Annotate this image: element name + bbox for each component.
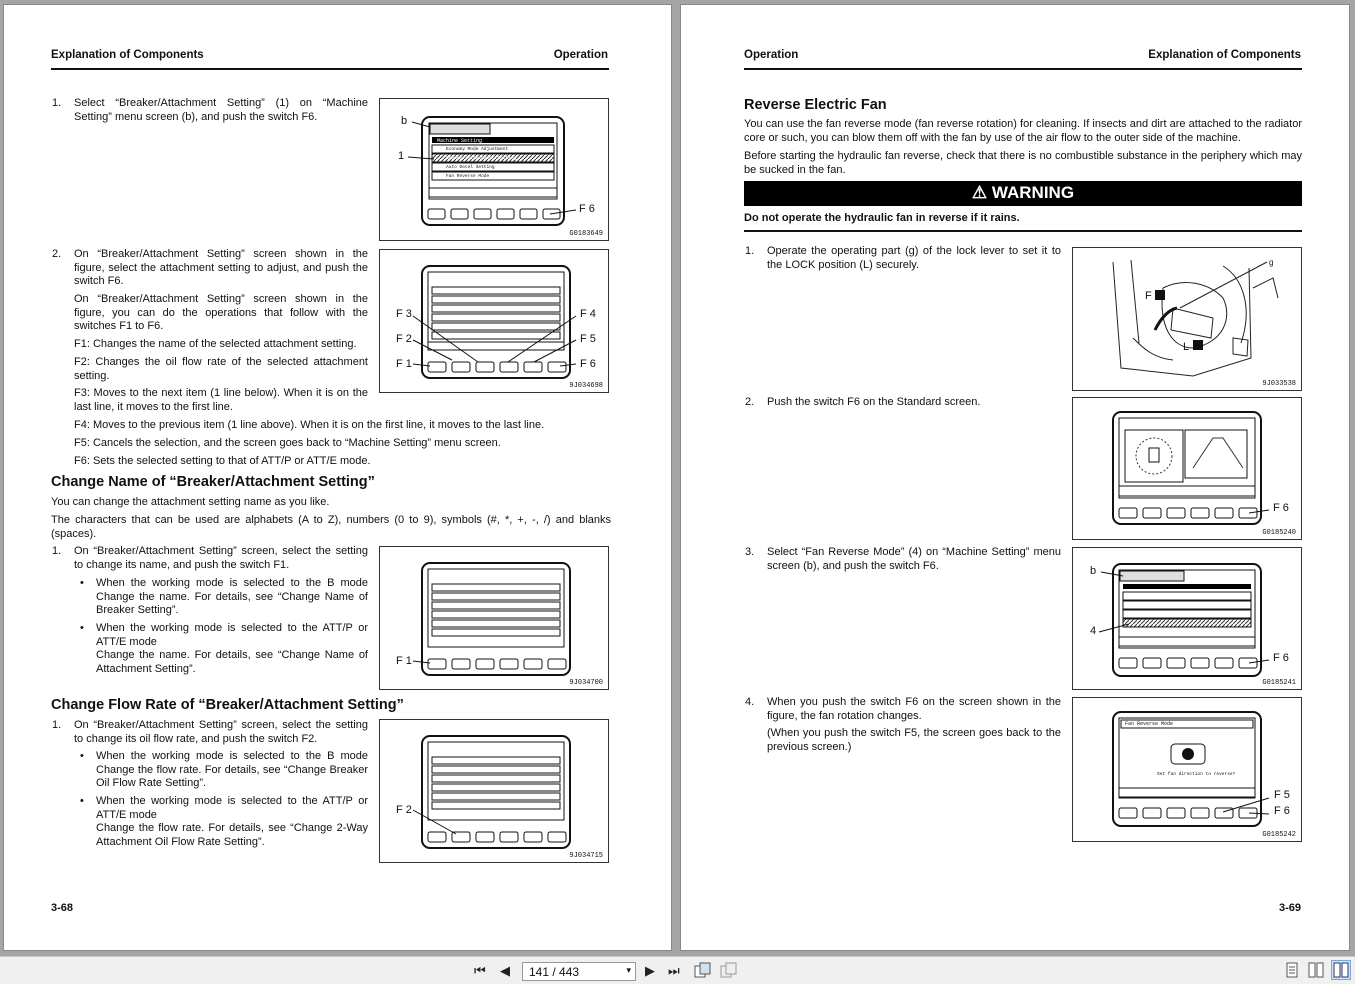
- paragraph: The characters that can be used are alphabets (A to Z), numbers (0 to 9), symbols (#, *, +, -, /) and blanks (spaces).: [51, 514, 611, 540]
- step-number: 1.: [52, 719, 62, 731]
- bullet-text: When the working mode is selected to the ATT/P or ATT/E mode: [96, 795, 368, 821]
- single-page-view-icon[interactable]: [1285, 962, 1299, 981]
- function-f1: F1: Changes the name of the selected attachment setting.: [74, 338, 357, 350]
- continuous-view-icon[interactable]: [1308, 962, 1324, 981]
- figure-fan-reverse-menu: [1072, 547, 1302, 690]
- step-text: Select “Fan Reverse Mode” (4) on “Machine Setting” menu screen (b), and push the switch F6.: [767, 546, 1061, 572]
- monitor-drawing: [380, 720, 610, 864]
- figure-machine-setting: [379, 98, 609, 241]
- figure-code: G0183649: [569, 230, 603, 238]
- page-number: 3-69: [1278, 902, 1301, 914]
- left-page: [3, 4, 672, 951]
- first-page-icon[interactable]: ⏮: [474, 963, 486, 978]
- bullet-text: Change the flow rate. For details, see “Change 2-Way Attachment Oil Flow Rate Setting”.: [96, 822, 368, 848]
- bullet-text: When the working mode is selected to the B mode Change the name. For details, see “Change Name of Breaker Setting”.: [96, 577, 368, 617]
- paragraph: You can use the fan reverse mode (fan reverse rotation) for cleaning. If insects and dirt are attached to the radiator core or such, you can blow them off with the fan by use of the air flow to the outer side of the machine.: [744, 118, 1302, 144]
- step-text: When you push the switch F6 on the screen shown in the figure, the fan rotation changes.: [767, 696, 1061, 722]
- left-header-chapter: Operation: [553, 49, 608, 61]
- monitor-drawing: [1073, 548, 1303, 691]
- menu-row-selected: Breaker/Attachment Setting: [446, 156, 517, 161]
- function-f5: F5: Cancels the selection, and the screen goes back to “Machine Setting” menu screen.: [74, 437, 501, 449]
- figure-code: 9J034698: [569, 382, 603, 390]
- figure-code: G0185240: [1262, 529, 1296, 537]
- rotate-view-icon[interactable]: [694, 962, 712, 981]
- lock-lever-drawing: [1073, 248, 1303, 392]
- bullet-text: When the working mode is selected to the B mode Change the flow rate. For details, see “Change Breaker Oil Flow Rate Setting”.: [96, 750, 368, 790]
- figure-breaker-setting: [379, 249, 609, 393]
- menu-row: Fan Reverse Mode: [446, 174, 490, 179]
- label-4: 4: [1090, 625, 1097, 637]
- bullet-text: When the working mode is selected to the ATT/P or ATT/E mode: [96, 622, 368, 648]
- label-g: g: [1269, 258, 1274, 267]
- function-f2: F2: Changes the oil flow rate of the selected attachment setting.: [74, 356, 368, 382]
- figure-lock-lever: [1072, 247, 1302, 391]
- step-text: On “Breaker/Attachment Setting” screen, select the setting to change its oil flow rate, and push the switch F2.: [74, 719, 368, 745]
- label-f6: F 6: [1273, 502, 1289, 514]
- step-number: 1.: [52, 97, 62, 109]
- paragraph: Before starting the hydraulic fan reverse, check that there is no combustible substance in the periphery which may be sucked in the fan.: [744, 150, 1302, 176]
- label-f6: F 6: [579, 203, 595, 215]
- bullet-text: Change the name. For details, see “Change Name of Attachment Setting”.: [96, 649, 368, 675]
- label-b: b: [401, 115, 408, 127]
- header-rule: [744, 68, 1302, 70]
- bullet: •: [80, 750, 84, 762]
- step-number: 4.: [745, 696, 755, 708]
- warning-text: Do not operate the hydraulic fan in reverse if it rains.: [744, 212, 1020, 224]
- figure-code: 9J034715: [569, 852, 603, 860]
- warning-banner: [744, 181, 1302, 206]
- page-number-value: 141 / 443: [529, 965, 580, 979]
- monitor-drawing: [380, 250, 610, 394]
- chevron-down-icon[interactable]: ▾: [626, 965, 631, 975]
- page-copy-icon[interactable]: [720, 962, 738, 981]
- label-free: F: [1145, 290, 1152, 302]
- screen-title: Fan Reverse Mode: [1125, 721, 1174, 727]
- label-1: 1: [398, 150, 405, 162]
- left-header-section: Explanation of Components: [51, 49, 204, 61]
- label-f4: F 4: [580, 308, 596, 320]
- label-lock: L: [1183, 341, 1190, 353]
- step-number: 2.: [52, 248, 62, 260]
- label-f2: F 2: [396, 333, 412, 345]
- previous-page-icon[interactable]: ◀: [500, 963, 510, 978]
- label-f5: F 5: [1274, 789, 1290, 801]
- step-number: 1.: [745, 245, 755, 257]
- paragraph: You can change the attachment setting name as you like.: [51, 496, 330, 508]
- two-page-view-icon[interactable]: [1331, 960, 1351, 980]
- right-page: [680, 4, 1350, 951]
- figure-code: 9J033538: [1262, 380, 1296, 388]
- section-heading: Reverse Electric Fan: [744, 97, 887, 113]
- monitor-drawing: [380, 547, 610, 691]
- label-f1: F 1: [396, 655, 412, 667]
- step-text: On “Breaker/Attachment Setting” screen, select the setting to change its name, and push the switch F1.: [74, 545, 368, 571]
- section-heading: Change Flow Rate of “Breaker/Attachment Setting”: [51, 697, 404, 713]
- monitor-drawing: [1073, 698, 1303, 843]
- bullet: •: [80, 577, 84, 589]
- menu-row: Auto Decel Setting: [446, 165, 495, 170]
- figure-code: 9J034700: [569, 679, 603, 687]
- screen-title: Machine Setting: [437, 138, 483, 144]
- monitor-drawing: [1073, 398, 1303, 541]
- figure-change-flow: [379, 719, 609, 863]
- label-f2: F 2: [396, 804, 412, 816]
- page-number-input[interactable]: [522, 962, 636, 981]
- step-text: On “Breaker/Attachment Setting” screen shown in the figure, select the attachment setting to adjust, and push the switch F6.: [74, 248, 368, 288]
- step-number: 2.: [745, 396, 755, 408]
- bullet: •: [80, 795, 84, 807]
- step-number: 1.: [52, 545, 62, 557]
- bullet: •: [80, 622, 84, 634]
- label-f5: F 5: [580, 333, 596, 345]
- step-text: (When you push the switch F5, the screen goes back to the previous screen.): [767, 727, 1061, 753]
- figure-code: G0185242: [1262, 831, 1296, 839]
- step-text: Operate the operating part (g) of the lock lever to set it to the LOCK position (L) securely.: [767, 245, 1061, 271]
- step-text: Select “Breaker/Attachment Setting” (1) on “Machine Setting” menu screen (b), and push the switch F6.: [74, 97, 368, 123]
- menu-row: Economy Mode Adjustment: [446, 147, 509, 152]
- header-rule: [51, 68, 609, 70]
- monitor-drawing: [380, 99, 610, 242]
- screen-prompt: Set fan direction to reverse?: [1157, 772, 1236, 777]
- label-b: b: [1090, 565, 1097, 577]
- figure-fan-reverse-confirm: [1072, 697, 1302, 842]
- function-f4: F4: Moves to the previous item (1 line above). When it is on the first line, it moves to the last line.: [74, 419, 545, 431]
- label-f6: F 6: [1273, 652, 1289, 664]
- warning-triangle-icon: ⚠: [971, 183, 992, 202]
- last-page-icon[interactable]: ⏭: [668, 963, 680, 978]
- step-text: Push the switch F6 on the Standard screen.: [767, 396, 981, 408]
- right-header-section: Explanation of Components: [1148, 49, 1301, 61]
- next-page-icon[interactable]: ▶: [645, 963, 655, 978]
- viewer-toolbar: [0, 956, 1355, 984]
- section-heading: Change Name of “Breaker/Attachment Setting”: [51, 474, 375, 490]
- page-number: 3-68: [51, 902, 74, 914]
- label-f6: F 6: [580, 358, 596, 370]
- figure-change-name: [379, 546, 609, 690]
- label-f6: F 6: [1274, 805, 1290, 817]
- function-f3: F3: Moves to the next item (1 line below). When it is on the last line, it moves to the first line.: [74, 387, 368, 413]
- warning-rule: [744, 230, 1302, 232]
- figure-standard-screen: [1072, 397, 1302, 540]
- figure-code: G0185241: [1262, 679, 1296, 687]
- right-header-chapter: Operation: [744, 49, 799, 61]
- label-f1: F 1: [396, 358, 412, 370]
- warning-title: WARNING: [991, 183, 1075, 202]
- step-number: 3.: [745, 546, 755, 558]
- step-text: On “Breaker/Attachment Setting” screen shown in the figure, you can do the operations that follow with the switches F1 to F6.: [74, 293, 368, 333]
- label-f3: F 3: [396, 308, 412, 320]
- function-f6: F6: Sets the selected setting to that of ATT/P or ATT/E mode.: [74, 455, 371, 467]
